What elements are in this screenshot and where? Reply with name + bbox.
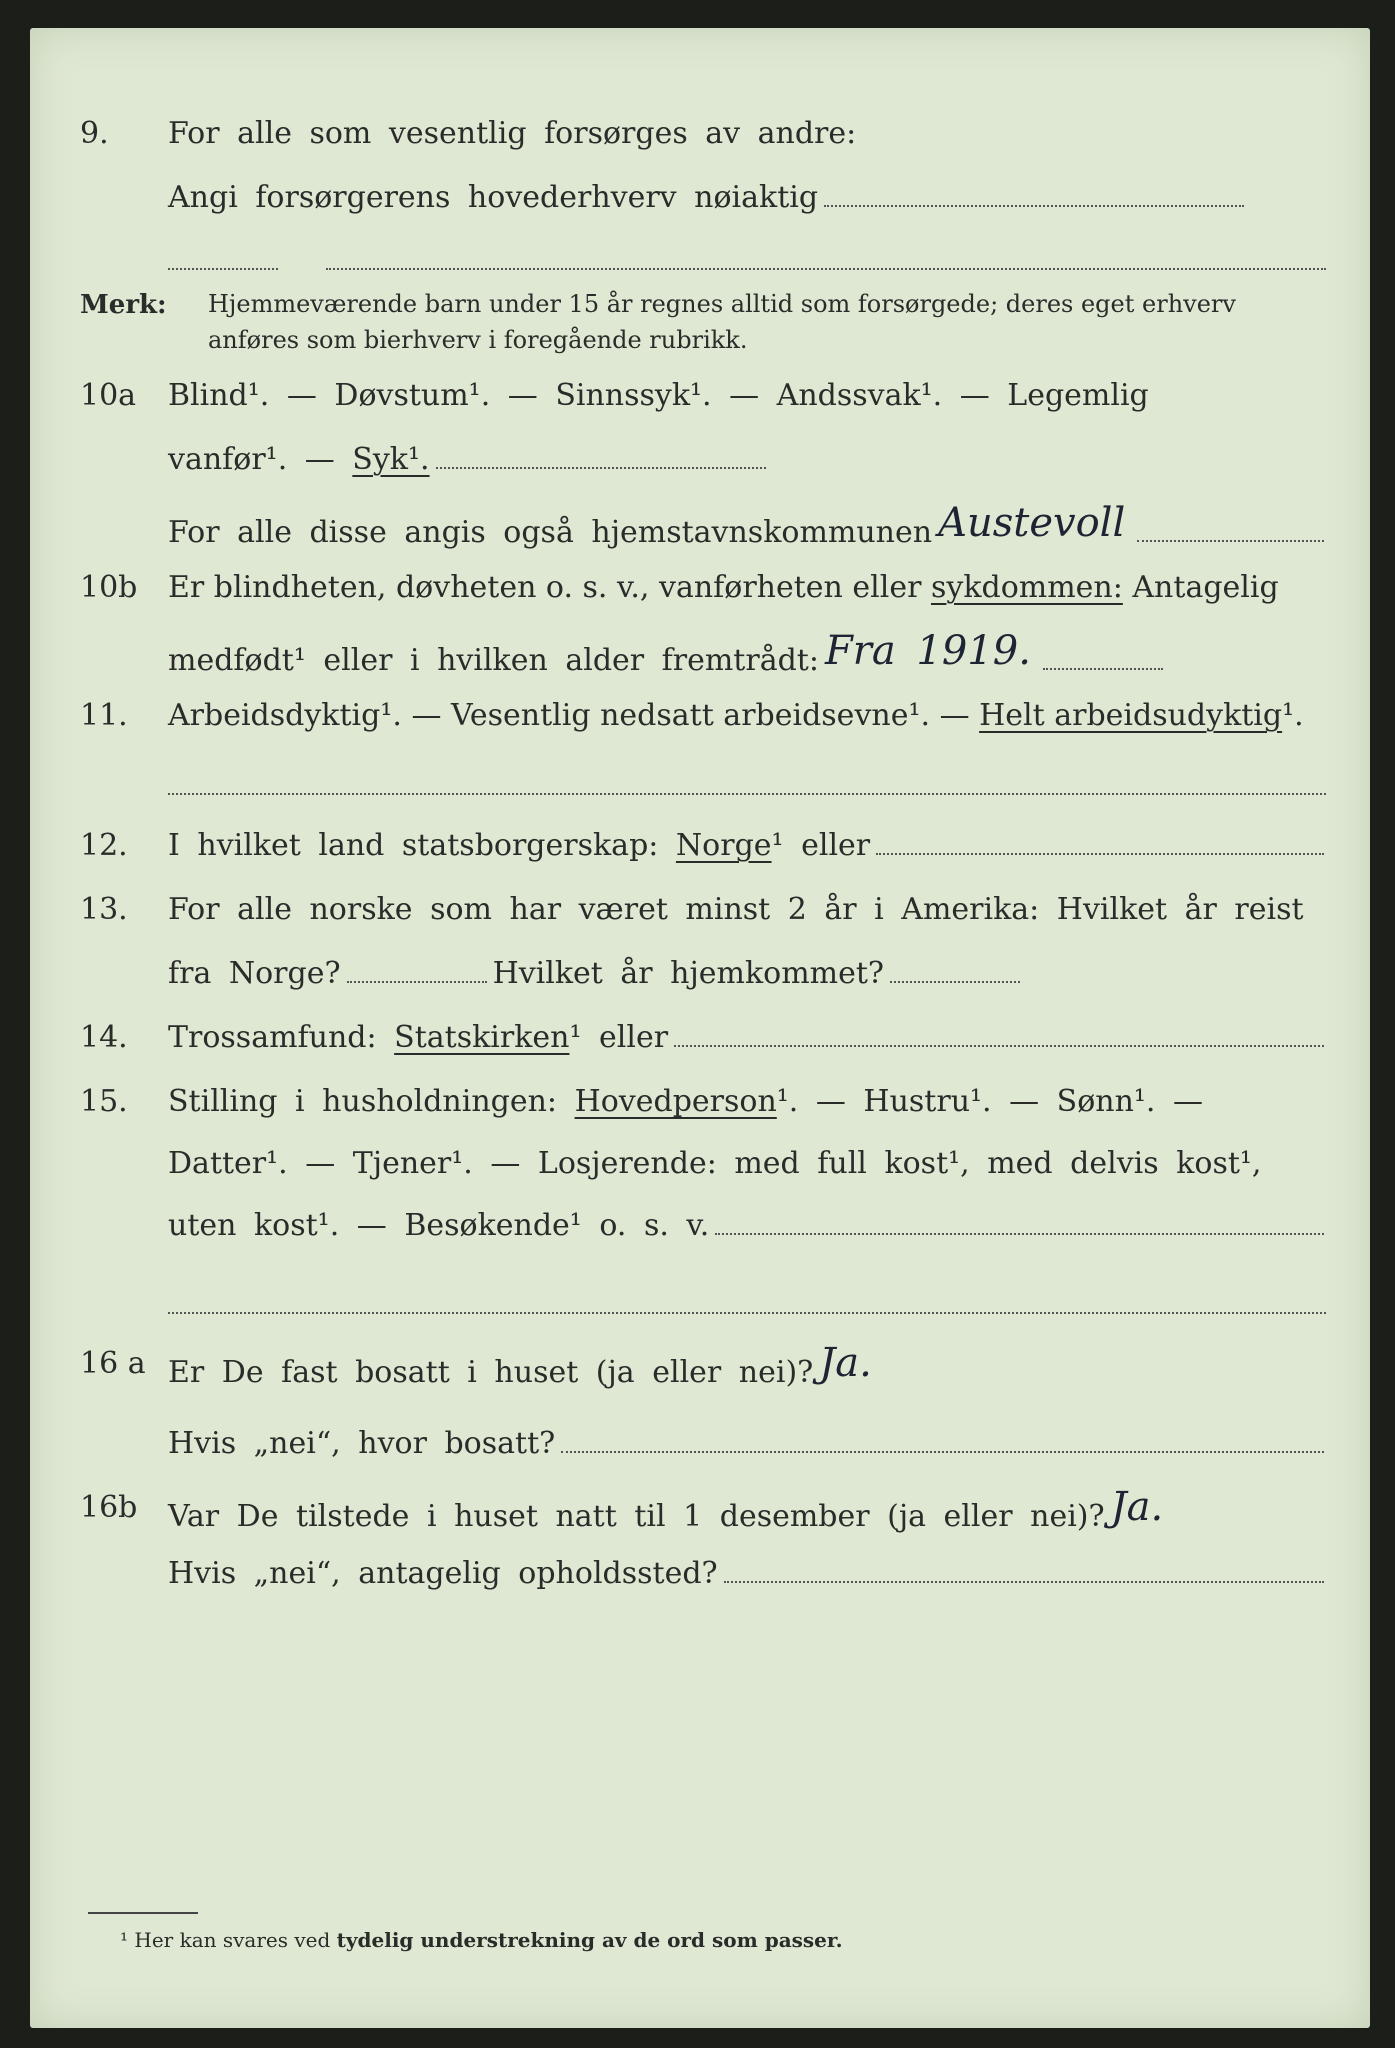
- merk-note: [30, 290, 1370, 370]
- question-text: For alle norske som har været minst 2 år i Amerika: Hvilket år reist: [168, 892, 1304, 927]
- question-text: vanfør¹. —: [168, 442, 353, 477]
- question-text: Er blindheten, døvheten o. s. v., vanførheten eller: [168, 570, 931, 605]
- question-9: [30, 116, 1370, 172]
- answer-field-statsborgerskap[interactable]: [876, 853, 1324, 855]
- answer-field-bosatt[interactable]: [561, 1451, 1324, 1453]
- question-12: [30, 828, 1370, 884]
- question-15-line-2: [30, 1146, 1370, 1202]
- question-text: ¹. — Hustru¹. — Sønn¹. —: [776, 1084, 1204, 1119]
- answer-field-hjemstavnskommune[interactable]: [1137, 540, 1324, 542]
- question-number: 10b: [80, 570, 138, 605]
- question-number: 16 a: [80, 1346, 146, 1381]
- question-text: Angi forsørgerens hovederhverv nøiaktig: [168, 180, 819, 215]
- question-15: [30, 1084, 1370, 1140]
- handwritten-answer: Austevoll: [938, 500, 1126, 546]
- question-number: 13.: [80, 892, 128, 927]
- question-9-line-2: [30, 180, 1370, 236]
- underlined-option: Statskirken: [394, 1020, 570, 1055]
- question-number: 14.: [80, 1020, 128, 1055]
- question-text: Blind¹. — Døvstum¹. — Sinnssyk¹. — Andssvak¹. — Legemlig: [168, 378, 1149, 413]
- question-text: Stilling i husholdningen:: [168, 1084, 575, 1119]
- question-text: Hvis „nei“, hvor bosatt?: [168, 1426, 556, 1461]
- question-text: Var De tilstede i huset natt til 1 desember (ja eller nei)?: [168, 1499, 1105, 1534]
- answer-field-dotline[interactable]: [326, 268, 1326, 270]
- question-text: Antagelig: [1122, 570, 1279, 605]
- answer-field-hjemkommet[interactable]: [890, 981, 1020, 983]
- merk-text: Hjemmeværende barn under 15 år regnes alltid som forsørgede; deres eget erhverv: [208, 290, 1236, 318]
- answer-field-trossamfund[interactable]: [674, 1045, 1324, 1047]
- question-text: ¹ eller: [569, 1020, 669, 1055]
- merk-label: Merk:: [80, 290, 167, 320]
- underlined-option: Syk¹.: [352, 442, 430, 477]
- underlined-option: Norge: [675, 828, 772, 863]
- footnote-mark: ¹: [120, 1928, 129, 1952]
- footnote-rule: [88, 1912, 198, 1914]
- handwritten-answer: Ja.: [1110, 1484, 1164, 1530]
- question-number: 10a: [80, 378, 137, 413]
- answer-field-dotline[interactable]: [168, 793, 1326, 795]
- question-14: [30, 1020, 1370, 1076]
- question-text: uten kost¹. — Besøkende¹ o. s. v.: [168, 1208, 710, 1243]
- footnote: [120, 1928, 843, 1952]
- question-text: fra Norge?: [168, 956, 341, 991]
- question-13-line-2: [30, 956, 1370, 1012]
- answer-field-hovederhverv[interactable]: [824, 205, 1244, 207]
- question-text: Arbeidsdyktig¹. — Vesentlig nedsatt arbeidsevne¹. —: [168, 698, 980, 733]
- answer-field[interactable]: [1043, 668, 1163, 670]
- underlined-option: sykdommen:: [930, 570, 1123, 605]
- handwritten-answer: Fra 1919.: [824, 628, 1031, 674]
- question-16a-line-2: [30, 1426, 1370, 1482]
- question-text: ¹.: [1282, 698, 1304, 733]
- question-text: medfødt¹ eller i hvilken alder fremtrådt:: [168, 643, 819, 678]
- census-form-page: [30, 28, 1370, 2028]
- handwritten-answer: Ja.: [819, 1340, 872, 1386]
- question-text: For alle som vesentlig forsørges av andre:: [168, 116, 857, 151]
- question-16b: [30, 1484, 1370, 1546]
- question-10b-line-2: [30, 628, 1370, 690]
- merk-text: anføres som bierhverv i foregående rubrikk.: [208, 326, 748, 354]
- question-text: Er De fast bosatt i huset (ja eller nei)?: [168, 1355, 814, 1390]
- footnote-text: Her kan svares ved: [134, 1928, 337, 1952]
- question-number: 15.: [80, 1084, 128, 1119]
- question-text: Trossamfund:: [168, 1020, 395, 1055]
- question-text: ¹ eller: [771, 828, 871, 863]
- question-10a-line-2: [30, 442, 1370, 498]
- question-text: Datter¹. — Tjener¹. — Losjerende: med full kost¹, med delvis kost¹,: [168, 1146, 1262, 1181]
- answer-field-opholdssted[interactable]: [724, 1581, 1324, 1583]
- question-number: 9.: [80, 116, 109, 151]
- question-15-line-3: [30, 1208, 1370, 1264]
- question-number: 16b: [80, 1490, 138, 1525]
- answer-field-dotline[interactable]: [168, 1312, 1326, 1314]
- question-10b: [30, 570, 1370, 626]
- question-text: For alle disse angis også hjemstavnskommunen: [168, 515, 933, 550]
- answer-field-reist[interactable]: [347, 981, 487, 983]
- question-16a: [30, 1340, 1370, 1402]
- answer-field[interactable]: [436, 467, 766, 469]
- question-11: [30, 698, 1370, 754]
- question-number: 11.: [80, 698, 128, 733]
- footnote-bold-text: tydelig understrekning av de ord som passer.: [336, 1928, 843, 1952]
- question-text: I hvilket land statsborgerskap:: [168, 828, 676, 863]
- underlined-option: Hovedperson: [574, 1084, 777, 1119]
- question-10a: [30, 378, 1370, 434]
- answer-field-stilling[interactable]: [715, 1233, 1324, 1235]
- question-text: Hvis „nei“, antagelig opholdssted?: [168, 1556, 718, 1591]
- question-number: 12.: [80, 828, 128, 863]
- underlined-option: Helt arbeidsudyktig: [979, 698, 1283, 733]
- question-16b-line-2: [30, 1556, 1370, 1612]
- question-10a-line-3: [30, 500, 1370, 562]
- question-text: Hvilket år hjemkommet?: [492, 956, 885, 991]
- question-13: [30, 892, 1370, 948]
- answer-field-dotline[interactable]: [168, 268, 278, 270]
